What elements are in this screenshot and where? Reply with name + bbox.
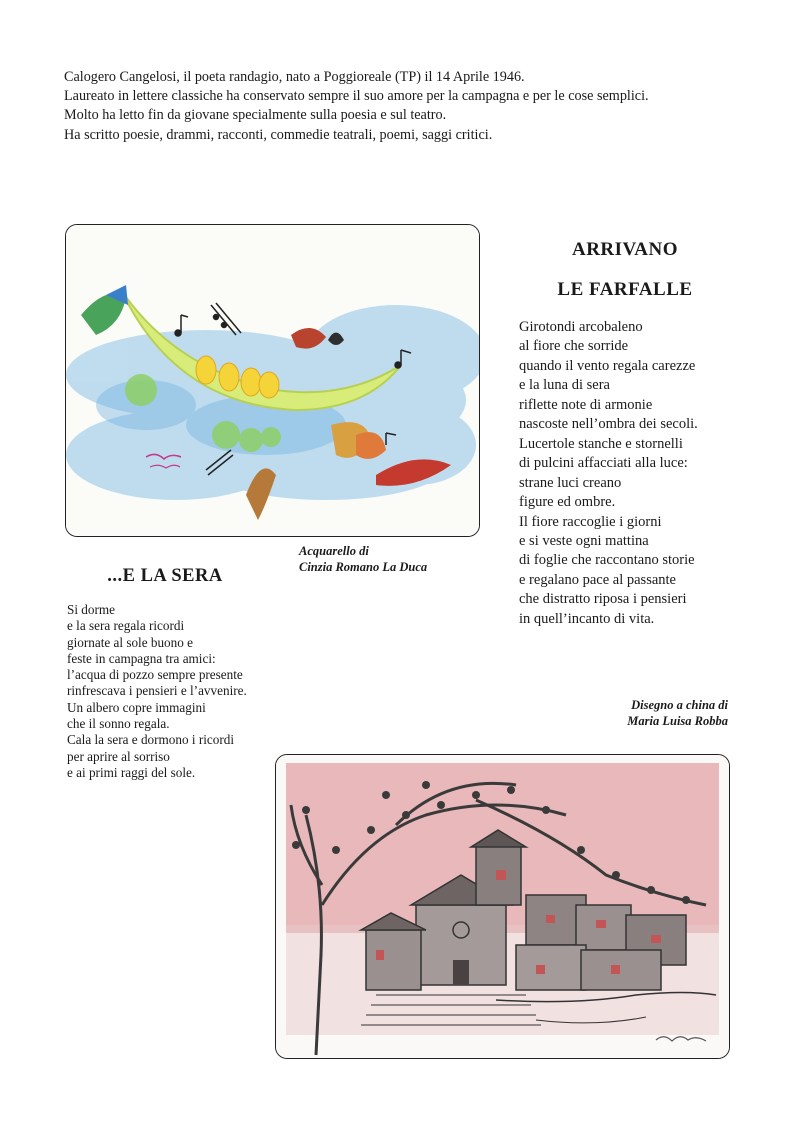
poem2-title: ...E LA SERA (107, 566, 223, 586)
poem-line: e regalano pace al passante (519, 571, 676, 588)
intro-line: Calogero Cangelosi, il poeta randagio, nato a Poggioreale (TP) il 14 Aprile 1946. (64, 69, 525, 85)
poem-line: Il fiore raccoglie i giorni (519, 513, 662, 530)
poem-line: Cala la sera e dormono i ricordi (67, 732, 234, 748)
poem-line: e la sera regala ricordi (67, 618, 185, 634)
intro-line: Ha scritto poesie, drammi, racconti, commedie teatrali, poemi, saggi critici. (64, 126, 493, 143)
poem-line: l’acqua di pozzo sempre presente (67, 667, 243, 683)
poem-line: Un albero copre immagini (67, 699, 206, 715)
poem-line: che il sonno regala. (67, 716, 170, 732)
poem-line: rinfrescava i pensieri e l’avvenire. (67, 683, 247, 699)
poem1-text (519, 318, 698, 629)
village-illustration (276, 755, 729, 1058)
poem-line: Lucertole stanche e stornelli (519, 435, 683, 452)
intro-line: Molto ha letto fin da giovane specialmente sulla poesia e sul teatro. (64, 107, 447, 124)
caption-line: Cinzia Romano La Duca (299, 560, 428, 574)
poem-line: per aprire al sorriso (67, 748, 170, 764)
poem-line: strane luci creano (519, 474, 622, 491)
poem1-title-line1: ARRIVANO (571, 239, 679, 260)
poem-line: e ai primi raggi del sole. (67, 764, 196, 780)
poem-line: e si veste ogni mattina (519, 532, 649, 549)
poem-line: feste in campagna tra amici: (67, 650, 216, 666)
intro-line: Laureato in lettere classiche ha conservato sempre il suo amore per la campagna e per le cose semplici. (64, 88, 649, 105)
intro-text (64, 68, 764, 145)
poem-line: quando il vento regala carezze (519, 357, 696, 374)
watercolor-painting (65, 224, 480, 537)
poem-line: di pulcini affacciati alla luce: (519, 455, 688, 472)
poem-line: giornate al sole buono e (67, 634, 193, 650)
poem-line: figure ed ombre. (519, 494, 616, 511)
watercolor-illustration (66, 225, 479, 536)
poem-line: e la luna di sera (519, 377, 610, 394)
poem-line: al fiore che sorride (519, 338, 629, 355)
caption-line: Maria Luisa Robba (627, 714, 728, 728)
poem-line: che distratto riposa i pensieri (519, 591, 687, 608)
poem-line: Si dorme (67, 602, 115, 617)
poem-line: Girotondi arcobaleno (519, 319, 643, 335)
poem-line: di foglie che raccontano storie (519, 552, 695, 569)
poem-line: nascoste nell’ombra dei secoli. (519, 416, 698, 433)
ink-drawing (275, 754, 730, 1059)
painting-caption (299, 543, 427, 575)
poem2-text (67, 602, 247, 781)
poem1-title-line2: LE FARFALLE (557, 279, 693, 300)
poem-line: in quell’incanto di vita. (519, 610, 655, 627)
poem-line: riflette note di armonie (519, 396, 653, 413)
caption-line: Acquarello di (299, 544, 369, 558)
drawing-caption (627, 697, 728, 729)
caption-line: Disegno a china di (631, 698, 728, 712)
